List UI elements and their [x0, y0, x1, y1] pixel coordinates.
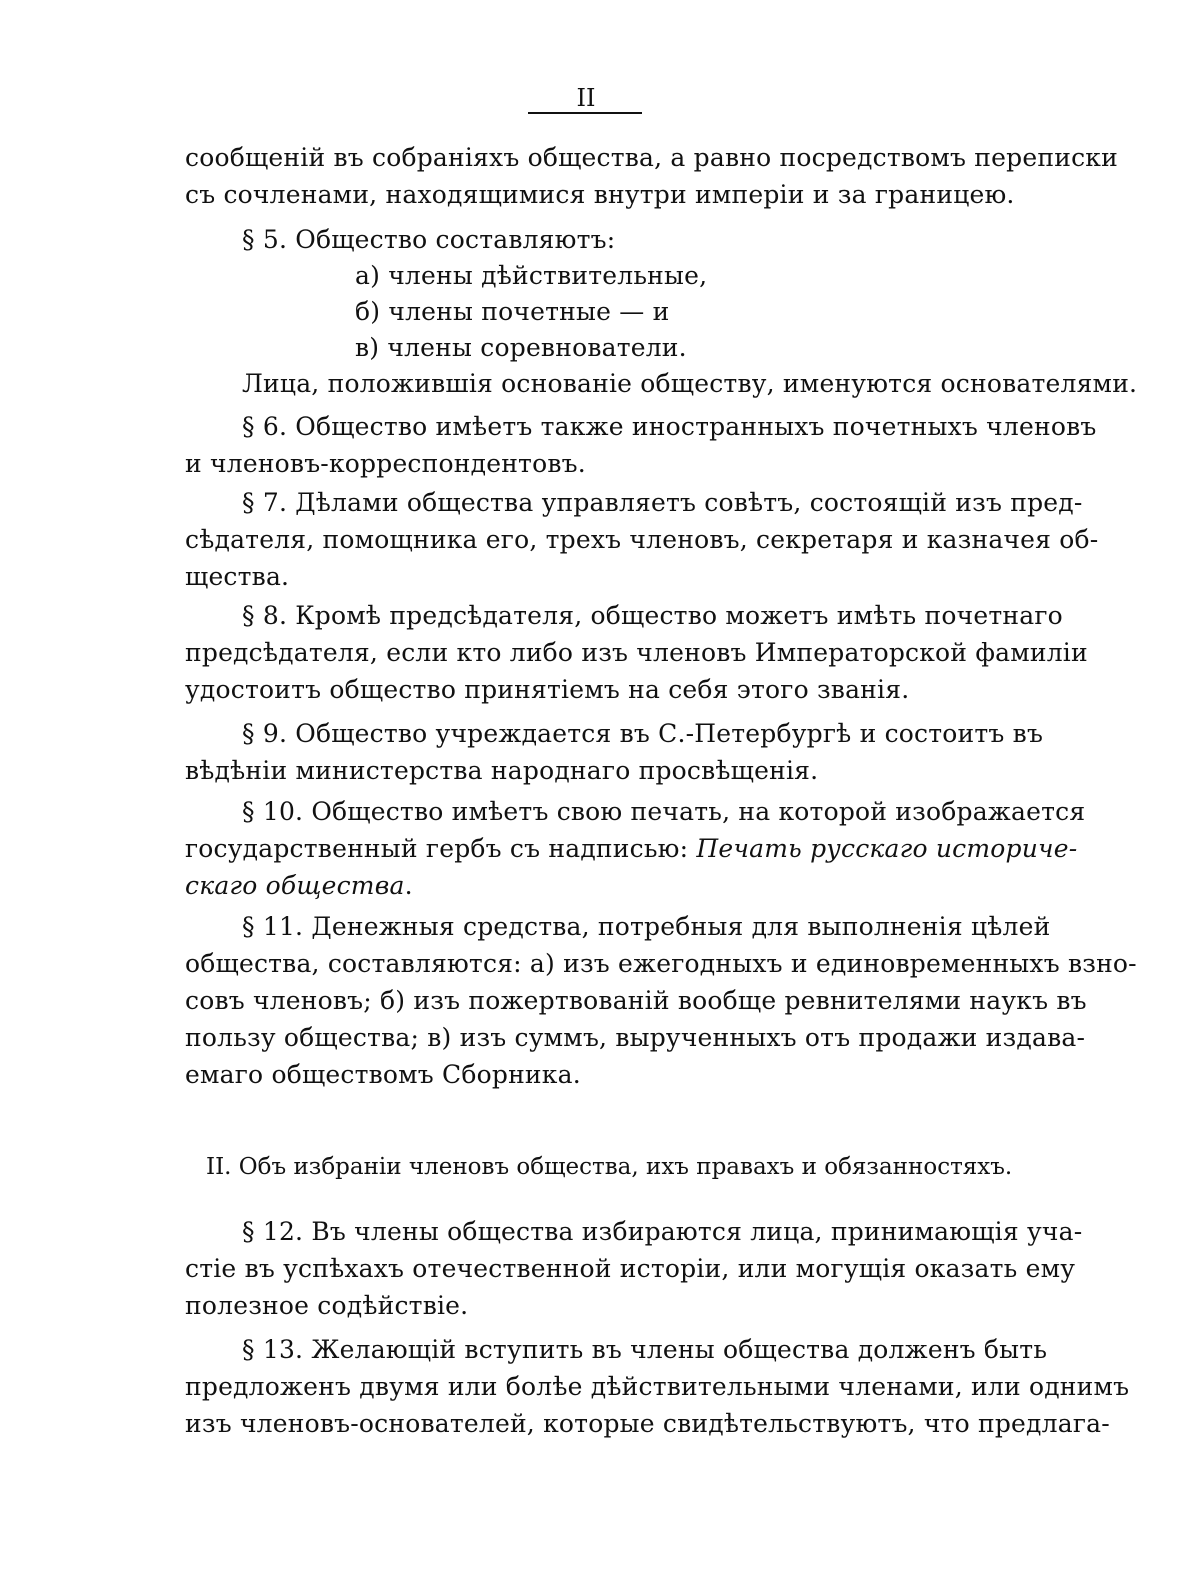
- section-5-heading: § 5. Общество составляютъ:: [242, 225, 616, 254]
- list-item: б) члены почетные — и: [355, 297, 670, 326]
- text-line: и членовъ-корреспондентовъ.: [185, 449, 586, 478]
- text-line: изъ членовъ-основателей, которые свидѣтельствуютъ, что предлага-: [185, 1409, 1110, 1438]
- italic-text: Печать русскаго историче-: [696, 834, 1078, 863]
- text-line: стіе въ успѣхахъ отечественной исторіи, или могущія оказать ему: [185, 1254, 1076, 1283]
- text-line: предсѣдателя, если кто либо изъ членовъ Императорской фамиліи: [185, 638, 1088, 667]
- text-line: пользу общества; в) изъ суммъ, вырученныхъ отъ продажи издава-: [185, 1023, 1086, 1052]
- section-7-start: § 7. Дѣлами общества управляетъ совѣтъ, состоящій изъ пред-: [242, 488, 1083, 517]
- page-number-rule: [528, 112, 642, 114]
- list-item: а) члены дѣйствительные,: [355, 261, 708, 290]
- section-12-start: § 12. Въ члены общества избираются лица, принимающія уча-: [242, 1217, 1083, 1246]
- chapter-heading: II. Объ избраніи членовъ общества, ихъ правахъ и обязанностяхъ.: [206, 1154, 1013, 1180]
- text-span: .: [404, 871, 413, 900]
- text-line: сѣдателя, помощника его, трехъ членовъ, секретаря и казначея об-: [185, 525, 1099, 554]
- text-line: предложенъ двумя или болѣе дѣйствительными членами, или однимъ: [185, 1372, 1130, 1401]
- text-line: [185, 870, 990, 902]
- italic-text: скаго общества: [185, 871, 405, 900]
- text-line: полезное содѣйствіе.: [185, 1291, 469, 1320]
- section-11-start: § 11. Денежныя средства, потребныя для выполненія цѣлей: [242, 912, 1051, 941]
- text-span: государственный гербъ съ надписью:: [185, 834, 697, 863]
- page-number: II: [576, 84, 596, 112]
- text-line: емаго обществомъ Сборника.: [185, 1060, 581, 1089]
- section-6-start: § 6. Общество имѣетъ также иностранныхъ почетныхъ членовъ: [242, 412, 1097, 441]
- text-line: общества, составляются: а) изъ ежегодныхъ и единовременныхъ взно-: [185, 949, 1137, 978]
- section-8-start: § 8. Кромѣ предсѣдателя, общество можетъ имѣть почетнаго: [242, 601, 1063, 630]
- section-9-start: § 9. Общество учреждается въ С.-Петербургѣ и состоитъ въ: [242, 719, 1044, 748]
- section-10-start: § 10. Общество имѣетъ свою печать, на которой изображается: [242, 797, 1086, 826]
- section-13-start: § 13. Желающій вступить въ члены общества долженъ быть: [242, 1335, 1048, 1364]
- text-line: вѣдѣніи министерства народнаго просвѣщенія.: [185, 756, 819, 785]
- text-line: сообщеній въ собраніяхъ общества, а равно посредствомъ переписки: [185, 143, 1118, 172]
- text-line: Лица, положившія основаніе обществу, именуются основателями.: [242, 369, 1138, 398]
- list-item: в) члены соревнователи.: [355, 333, 687, 362]
- text-line: щества.: [185, 562, 290, 591]
- text-line: [185, 833, 1078, 865]
- text-line: совъ членовъ; б) изъ пожертвованій вообще ревнителями наукъ въ: [185, 986, 1087, 1015]
- text-line: удостоитъ общество принятіемъ на себя этого званія.: [185, 675, 910, 704]
- text-line: съ сочленами, находящимися внутри имперіи и за границею.: [185, 180, 1015, 209]
